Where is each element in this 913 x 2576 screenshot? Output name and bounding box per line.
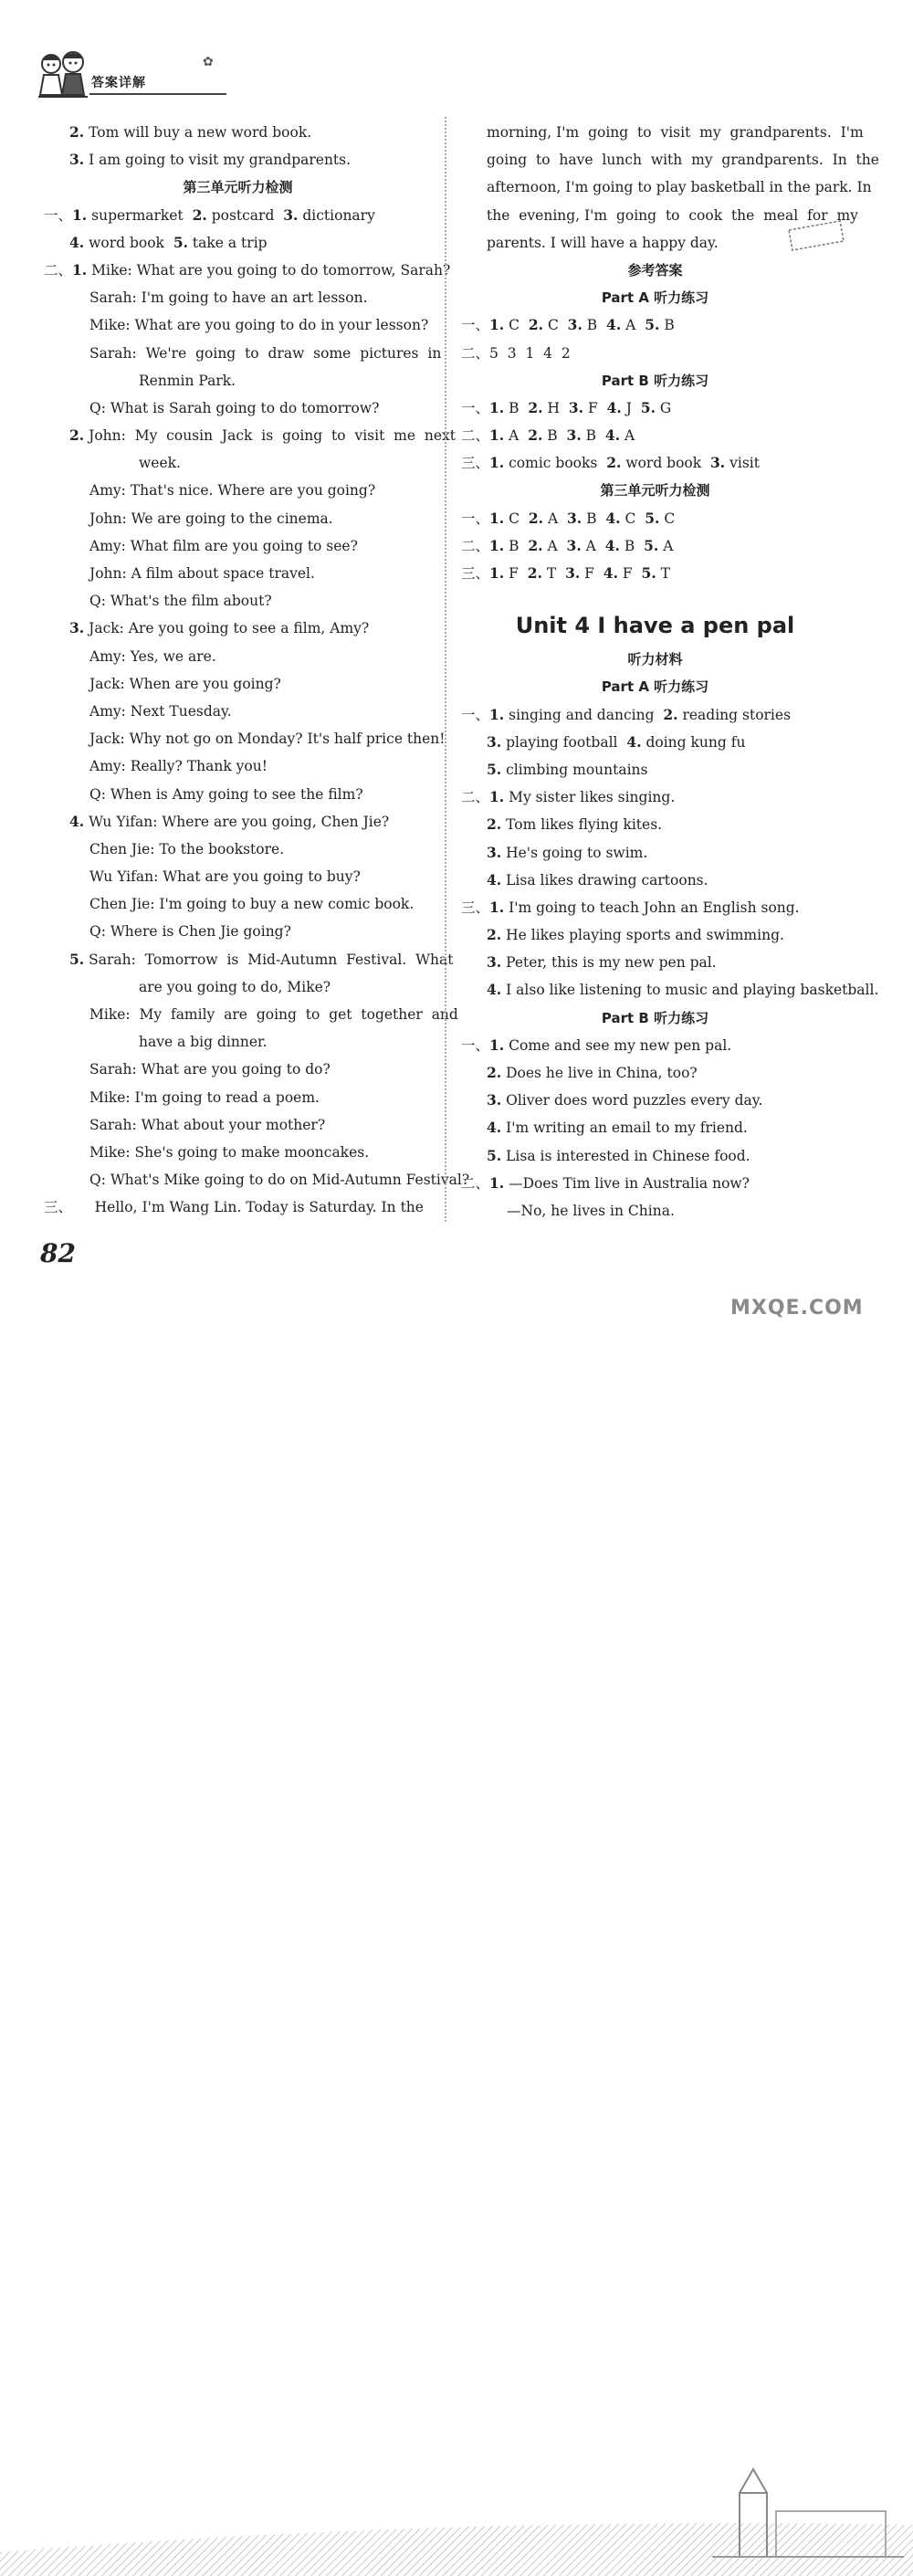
item-text: Chen Jie: To the bookstore.	[89, 840, 285, 857]
item-text: Mike: She's going to make mooncakes.	[89, 1143, 370, 1161]
item-text: Sarah: Tomorrow is Mid-Autumn Festival. What	[84, 951, 454, 968]
item-number: 5.	[645, 316, 660, 334]
text-line	[461, 340, 849, 367]
item-text: A	[543, 510, 568, 527]
item-text: word book	[621, 455, 711, 472]
page-footer	[0, 1233, 913, 1343]
item-number: 3.	[566, 536, 582, 554]
item-number: 2.	[69, 426, 85, 445]
item-number: 2.	[528, 316, 544, 334]
section-marker: 一、	[461, 706, 490, 723]
section-marker: 二、	[44, 261, 73, 279]
item-text: Does he live in China, too?	[501, 1065, 698, 1081]
item-text: parents. I will have a happy day.	[487, 234, 719, 251]
item-number: 5.	[173, 233, 188, 251]
item-number: 1.	[489, 316, 505, 334]
text-line	[44, 863, 432, 890]
item-number: 3.	[567, 316, 582, 334]
text-line	[461, 867, 849, 894]
item-text: I also like listening to music and playing basketball.	[501, 982, 879, 999]
item-text: Tom likes flying kites.	[501, 816, 663, 834]
section-marker: 一、	[461, 1036, 490, 1054]
item-text: B	[581, 427, 605, 445]
item-number: 2.	[487, 1064, 502, 1081]
item-text: Amy: Really? Thank you!	[89, 758, 268, 775]
page-header-title: 答案详解	[91, 76, 146, 90]
right-column	[461, 119, 879, 1225]
item-text: John: We are going to the cinema.	[89, 510, 333, 527]
text-line	[44, 202, 432, 229]
item-text: Q: What is Sarah going to do tomorrow?	[89, 399, 380, 416]
text-line	[44, 752, 432, 780]
item-number: 3.	[566, 426, 582, 445]
text-line	[461, 1197, 849, 1225]
text-line	[461, 560, 849, 587]
item-number: 3.	[487, 953, 502, 972]
item-number: 4.	[606, 316, 622, 334]
text-line	[44, 615, 432, 642]
item-number: 4.	[606, 398, 622, 416]
item-text: Amy: Next Tuesday.	[89, 702, 232, 720]
item-number: 4.	[626, 732, 642, 751]
item-text: A	[542, 537, 567, 554]
item-text: Jack: When are you going?	[89, 675, 281, 692]
item-text: Peter, this is my new pen pal.	[501, 954, 717, 972]
item-text: A	[504, 427, 529, 445]
item-number: 2.	[606, 454, 622, 472]
item-text: F	[504, 565, 528, 582]
item-text: I'm going to teach John an English song.	[504, 899, 800, 916]
section-marker: 一、	[461, 317, 490, 334]
section-marker: 二、	[461, 344, 490, 362]
item-text: C	[620, 510, 645, 527]
item-number: 5.	[69, 950, 85, 968]
text-line	[44, 311, 432, 339]
item-number: 1.	[489, 536, 505, 554]
item-text: A	[621, 317, 645, 334]
item-text: word book	[84, 234, 173, 251]
item-text: Mike: My family are going to get together and	[89, 1006, 458, 1023]
item-number: 1.	[72, 260, 88, 279]
text-line	[461, 229, 849, 257]
item-text: going to have lunch with my grandparents. In the	[487, 152, 879, 169]
item-number: 2.	[528, 426, 543, 445]
item-number: 3.	[487, 843, 502, 861]
item-number: 2.	[527, 564, 542, 582]
text-line	[461, 1032, 849, 1059]
text-line	[461, 146, 879, 173]
item-number: 1.	[489, 398, 505, 416]
item-text: Amy: Yes, we are.	[89, 647, 216, 665]
kids-illustration-icon	[35, 49, 91, 102]
section-title: Part B 听力练习	[601, 1009, 709, 1026]
item-number: 5.	[487, 760, 502, 778]
item-number: 2.	[69, 123, 85, 141]
unit-heading: Unit 4 I have a pen pal	[515, 613, 795, 639]
castle-icon	[712, 2456, 904, 2566]
text-line	[461, 839, 849, 867]
item-text: G	[655, 399, 672, 416]
section-marker: 三、	[461, 565, 490, 582]
item-text: Sarah: What about your mother?	[89, 1116, 326, 1133]
item-text: Come and see my new pen pal.	[504, 1036, 732, 1054]
text-line	[44, 119, 432, 146]
text-line	[461, 701, 849, 729]
item-text: A	[581, 537, 605, 554]
item-text: Jack: Why not go on Monday? It's half price then!	[89, 731, 446, 748]
item-number: 3.	[69, 619, 85, 637]
watermark: MXQE.COM	[730, 1297, 864, 1320]
item-text: A	[620, 427, 635, 445]
section-title: Part A 听力练习	[601, 678, 709, 696]
item-text: T	[541, 565, 566, 582]
text-line	[44, 670, 432, 698]
item-number: 2.	[528, 398, 543, 416]
section-marker: 三、	[44, 1199, 73, 1216]
item-number: 3.	[69, 151, 85, 169]
text-line	[461, 1170, 849, 1197]
text-line	[44, 918, 432, 945]
item-text: Mike: I'm going to read a poem.	[89, 1088, 320, 1106]
item-text: Lisa likes drawing cartoons.	[501, 871, 708, 888]
item-text: are you going to do, Mike?	[139, 978, 331, 995]
item-text: —Does Tim live in Australia now?	[504, 1174, 750, 1192]
item-number: 1.	[489, 898, 505, 916]
item-text: Sarah: We're going to draw some pictures in	[89, 344, 442, 362]
item-number: 4.	[604, 426, 621, 445]
item-number: 5.	[641, 564, 656, 582]
text-line	[461, 976, 879, 1004]
section-marker: 三、	[461, 899, 490, 916]
item-number: 4.	[487, 870, 502, 888]
item-number: 1.	[489, 1036, 505, 1054]
text-line	[44, 146, 432, 173]
item-number: 3.	[487, 732, 502, 751]
item-number: 2.	[528, 536, 543, 554]
item-text: F	[617, 565, 642, 582]
text-line	[44, 643, 432, 670]
text-line	[44, 973, 432, 1001]
item-text: Sarah: What are you going to do?	[89, 1061, 331, 1078]
item-text: Sarah: I'm going to have an art lesson.	[89, 289, 368, 307]
item-number: 1.	[489, 509, 505, 527]
section-title: Part B 听力练习	[601, 372, 709, 389]
text-line	[461, 783, 849, 811]
item-number: 5.	[645, 509, 660, 527]
text-line	[461, 449, 849, 477]
section-marker: 一、	[461, 510, 490, 527]
text-line	[461, 202, 858, 229]
item-number: 1.	[72, 205, 88, 224]
item-text: reading stories	[677, 706, 792, 723]
item-number: 5.	[640, 398, 656, 416]
item-number: 2.	[528, 509, 544, 527]
text-line	[44, 229, 432, 257]
header-rule	[89, 93, 226, 95]
text-line	[461, 532, 849, 560]
section-marker: 一、	[44, 206, 73, 224]
item-number: 1.	[489, 788, 505, 806]
item-text: postcard	[206, 206, 284, 224]
text-line	[44, 1084, 432, 1111]
text-line	[461, 311, 849, 339]
item-text: Q: What's Mike going to do on Mid-Autumn Festival?	[89, 1172, 470, 1189]
item-text: J	[621, 399, 641, 416]
item-text: Amy: What film are you going to see?	[89, 537, 358, 554]
item-number: 3.	[565, 564, 581, 582]
item-text: B	[582, 510, 606, 527]
item-text: F	[583, 399, 607, 416]
item-text: B	[582, 317, 607, 334]
text-line	[461, 921, 849, 949]
text-line	[44, 725, 446, 752]
text-line	[44, 1111, 432, 1139]
text-line	[44, 1139, 432, 1166]
item-text: Mike: What are you going to do tomorrow, Sarah?	[87, 261, 451, 279]
section-marker: 一、	[461, 399, 490, 416]
text-line	[44, 340, 442, 367]
item-text: B	[619, 537, 645, 554]
text-line	[44, 505, 432, 532]
page-number: 82	[40, 1238, 76, 1268]
section-marker: 二、	[461, 789, 490, 806]
item-text: C	[504, 510, 529, 527]
item-text: dictionary	[298, 206, 375, 224]
text-line	[461, 119, 864, 146]
item-text: Q: When is Amy going to see the film?	[89, 785, 363, 803]
text-line	[44, 1193, 432, 1221]
item-text: singing and dancing	[504, 706, 664, 723]
item-number: 4.	[69, 812, 85, 830]
item-text: F	[580, 565, 603, 582]
item-text: Q: What's the film about?	[89, 593, 272, 610]
item-text: morning, I'm going to visit my grandparents. I'm	[487, 124, 864, 141]
item-text: Wu Yifan: What are you going to buy?	[89, 868, 361, 886]
text-line	[44, 890, 432, 918]
item-number: 2.	[192, 205, 207, 224]
item-text: C	[659, 510, 676, 527]
text-line	[44, 284, 432, 311]
text-line	[44, 1056, 432, 1083]
item-number: 2.	[487, 926, 502, 944]
text-line	[44, 1166, 470, 1193]
item-text: B	[659, 317, 675, 334]
text-line	[461, 756, 849, 783]
text-line	[44, 808, 432, 836]
item-number: 3.	[567, 509, 582, 527]
section-marker: 二、	[461, 1174, 490, 1192]
text-line	[461, 1142, 849, 1170]
item-text: He likes playing sports and swimming.	[501, 927, 784, 944]
item-text: Oliver does word puzzles every day.	[501, 1092, 763, 1109]
item-number: 1.	[489, 454, 505, 472]
item-number: 5.	[487, 1146, 502, 1164]
section-marker: 二、	[461, 427, 490, 445]
text-line	[461, 1059, 849, 1087]
item-text: Chen Jie: I'm going to buy a new comic book.	[89, 896, 415, 913]
text-line	[44, 1028, 432, 1056]
section-title: 第三单元听力检测	[183, 179, 293, 196]
item-text: 5 3 1 4 2	[489, 344, 571, 362]
item-text: B	[504, 399, 529, 416]
text-line	[461, 894, 849, 921]
item-text: John: My cousin Jack is going to visit me next	[84, 427, 456, 445]
item-number: 4.	[487, 981, 502, 999]
text-line	[461, 811, 849, 838]
text-line	[461, 1114, 849, 1141]
item-number: 4.	[69, 233, 85, 251]
item-text: C	[504, 317, 529, 334]
column-divider	[445, 117, 446, 1222]
item-text: B	[542, 427, 567, 445]
text-line	[44, 587, 432, 615]
item-text: My sister likes singing.	[504, 789, 676, 806]
section-title: 听力材料	[627, 651, 683, 668]
item-number: 3.	[283, 205, 299, 224]
item-number: 3.	[487, 1091, 502, 1109]
text-line	[44, 394, 432, 422]
section-title: Part A 听力练习	[601, 289, 709, 307]
text-line	[44, 781, 432, 808]
text-line	[44, 836, 432, 863]
text-line	[44, 367, 432, 394]
item-number: 1.	[489, 1173, 505, 1192]
item-text: visit	[725, 455, 760, 472]
item-text: Renmin Park.	[139, 372, 236, 389]
text-line	[44, 560, 432, 587]
item-number: 4.	[603, 564, 618, 582]
item-text: the evening, I'm going to cook the meal for my	[487, 206, 858, 224]
item-number: 2.	[487, 815, 502, 834]
item-text: B	[504, 537, 529, 554]
item-text: week.	[139, 455, 181, 472]
text-line	[44, 449, 432, 477]
item-text: He's going to swim.	[501, 844, 648, 861]
item-text: John: A film about space travel.	[89, 565, 315, 582]
item-text: C	[543, 317, 568, 334]
item-number: 1.	[489, 426, 505, 445]
item-text: Jack: Are you going to see a film, Amy?	[84, 620, 370, 637]
item-number: 4.	[605, 509, 621, 527]
text-line	[461, 949, 849, 976]
item-text: T	[656, 565, 670, 582]
item-text: Q: Where is Chen Jie going?	[89, 923, 291, 941]
text-line	[44, 698, 432, 725]
item-text: Mike: What are you going to do in your lesson?	[89, 317, 429, 334]
text-line	[461, 1087, 849, 1114]
section-title: 参考答案	[627, 261, 683, 279]
section-title: 第三单元听力检测	[600, 482, 710, 499]
item-number: 4.	[604, 536, 620, 554]
item-number: 3.	[710, 454, 726, 472]
item-text: climbing mountains	[501, 761, 648, 778]
text-line	[461, 394, 849, 422]
item-number: 4.	[487, 1119, 502, 1137]
item-text: Wu Yifan: Where are you going, Chen Jie?	[84, 813, 390, 830]
item-text: —No, he lives in China.	[507, 1202, 675, 1219]
text-line	[44, 477, 432, 504]
item-text: afternoon, I'm going to play basketball in the park. In	[487, 179, 872, 196]
item-text: I am going to visit my grandparents.	[84, 152, 352, 169]
item-text: supermarket	[87, 206, 193, 224]
text-line	[44, 946, 454, 973]
item-number: 2.	[663, 705, 678, 723]
item-number: 1.	[489, 705, 505, 723]
item-text: comic books	[504, 455, 607, 472]
item-text: H	[542, 399, 569, 416]
item-number: 3.	[568, 398, 584, 416]
text-line	[461, 422, 849, 449]
section-marker: 二、	[461, 537, 490, 554]
left-column	[44, 119, 470, 1222]
section-marker: 三、	[461, 455, 490, 472]
item-text: Amy: That's nice. Where are you going?	[89, 482, 376, 499]
item-text: Lisa is interested in Chinese food.	[501, 1147, 750, 1164]
item-text: take a trip	[188, 234, 268, 251]
page-header	[35, 46, 236, 104]
text-line	[44, 1001, 458, 1028]
text-line	[44, 532, 432, 560]
item-text: Tom will buy a new word book.	[84, 124, 312, 141]
text-line	[461, 173, 872, 201]
item-text: I'm writing an email to my friend.	[501, 1120, 748, 1137]
item-number: 5.	[644, 536, 659, 554]
item-text: have a big dinner.	[139, 1034, 268, 1051]
item-text: playing football	[501, 733, 627, 751]
item-text: Hello, I'm Wang Lin. Today is Saturday. In the	[72, 1199, 424, 1216]
text-line	[44, 257, 451, 284]
item-text: A	[658, 537, 674, 554]
text-line	[44, 422, 456, 449]
item-text: doing kung fu	[641, 733, 746, 751]
sparkle-icon: ✿	[203, 55, 214, 69]
item-number: 1.	[489, 564, 505, 582]
text-line	[461, 729, 849, 756]
text-line	[461, 505, 849, 532]
